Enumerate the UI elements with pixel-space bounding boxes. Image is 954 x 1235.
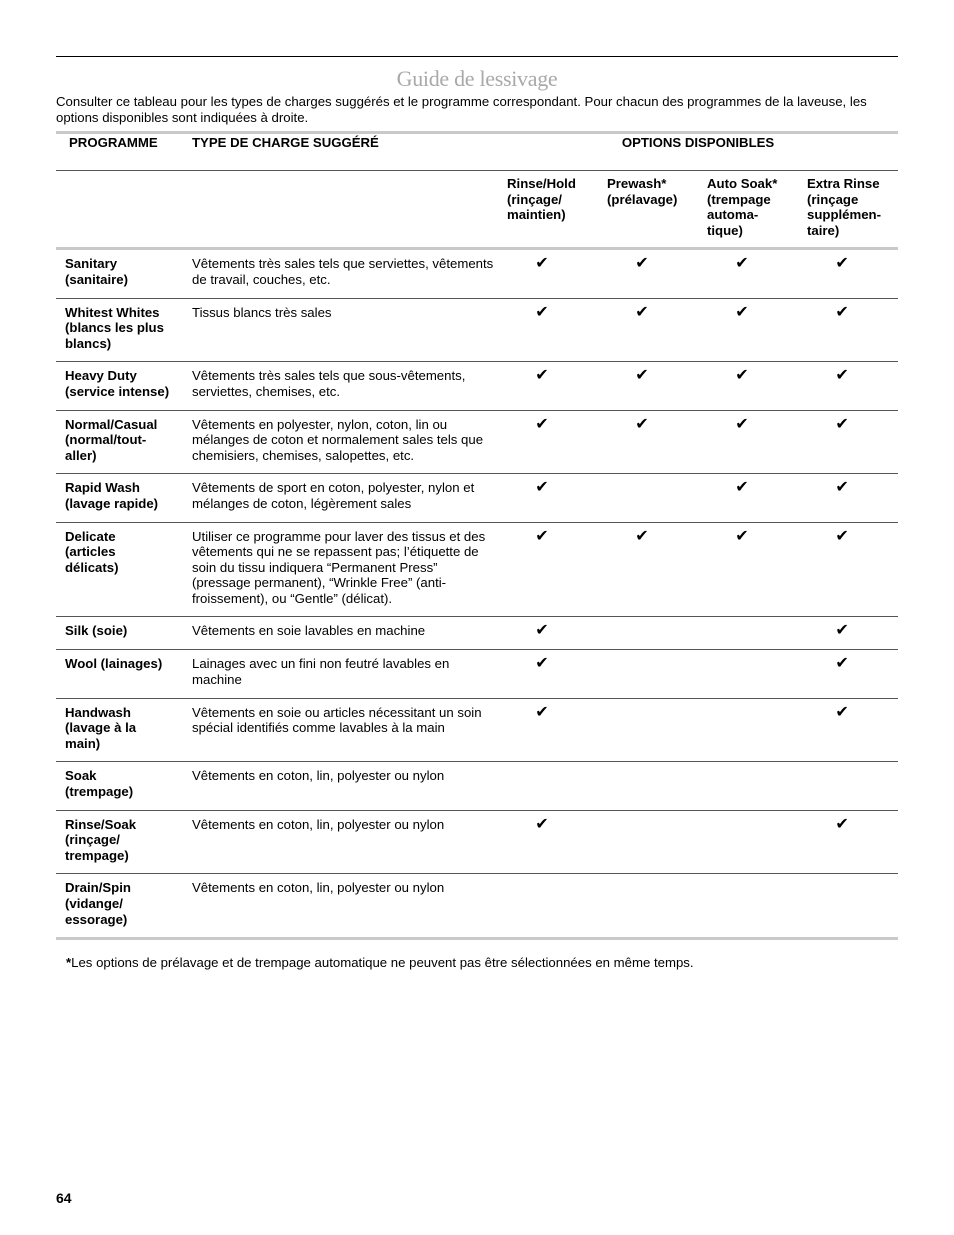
option-cell [698, 410, 798, 474]
checkmark-icon: ✔ [635, 367, 649, 385]
programme-cell [56, 362, 183, 410]
load-type-cell: Vêtements très sales tels que sous-vêtements, serviettes, chemises, etc. [183, 362, 498, 410]
checkmark-icon: ✔ [635, 415, 649, 433]
checkmark-icon: ✔ [835, 655, 849, 673]
option-cell [698, 874, 798, 939]
load-type-cell: Vêtements de sport en coton, polyester, nylon et mélanges de coton, légèrement sales [183, 474, 498, 522]
option-header-line: (trempage [707, 191, 771, 207]
header-options: OPTIONS DISPONIBLES [498, 133, 898, 171]
page-number: 64 [56, 1190, 72, 1206]
programme-cell [56, 410, 183, 474]
option-cell [598, 249, 698, 298]
checkmark-icon: ✔ [535, 655, 549, 673]
option-cell [798, 410, 898, 474]
checkmark-icon: ✔ [835, 303, 849, 321]
checkmark-icon: ✔ [635, 255, 649, 273]
option-cell [598, 362, 698, 410]
option-cell [598, 298, 698, 362]
option-cell [698, 762, 798, 810]
checkmark-icon: ✔ [835, 527, 849, 545]
table-row [56, 698, 898, 762]
header-type-charge: TYPE DE CHARGE SUGGÉRÉ [183, 133, 498, 171]
subheader-spacer [183, 171, 498, 249]
programme-cell [56, 698, 183, 762]
programme-name-line: (service intense) [65, 383, 170, 399]
intro-text: Consulter ce tableau pour les types de charges suggérés et le programme correspondant. Pour chacun des programmes de la laveuse, les options disponibles sont indiquées à droite. [56, 94, 867, 125]
programme-name-line: délicats) [65, 559, 119, 575]
programme-cell [56, 810, 183, 874]
option-cell [698, 617, 798, 650]
programme-cell [56, 762, 183, 810]
option-cell [698, 522, 798, 617]
option-cell [698, 698, 798, 762]
option-cell [498, 762, 598, 810]
option-cell [498, 362, 598, 410]
option-header-line: (rinçage [807, 191, 859, 207]
checkmark-icon: ✔ [735, 303, 749, 321]
option-cell [798, 362, 898, 410]
programme-cell [56, 474, 183, 522]
option-cell [498, 698, 598, 762]
option-cell [698, 362, 798, 410]
checkmark-icon: ✔ [835, 815, 849, 833]
option-cell [798, 522, 898, 617]
programme-name-line: Rinse/Soak [65, 816, 137, 832]
table-row [56, 249, 898, 298]
option-cell [798, 698, 898, 762]
subheader-spacer [56, 171, 183, 249]
option-cell [598, 874, 698, 939]
table-row [56, 650, 898, 698]
footnote-text: Les options de prélavage et de trempage automatique ne peuvent pas être sélectionnées en même temps. [71, 955, 694, 970]
table-row [56, 522, 898, 617]
programme-cell [56, 617, 183, 650]
programme-name-line: Delicate [65, 528, 116, 544]
checkmark-icon: ✔ [835, 255, 849, 273]
option-cell [598, 698, 698, 762]
option-cell [798, 474, 898, 522]
checkmark-icon: ✔ [735, 255, 749, 273]
checkmark-icon: ✔ [835, 367, 849, 385]
option-header-auto-soak [698, 171, 798, 249]
load-type-cell: Lainages avec un fini non feutré lavables en machine [183, 650, 498, 698]
programme-name-line: aller) [65, 447, 97, 463]
option-cell [798, 650, 898, 698]
option-header-extra-rinse [798, 171, 898, 249]
programme-name-line: (rinçage/ [65, 832, 120, 848]
option-cell [498, 874, 598, 939]
option-header-line: Auto Soak* [707, 176, 778, 191]
programme-name-line: Silk (soie) [65, 623, 128, 639]
option-cell [598, 474, 698, 522]
programme-cell [56, 249, 183, 298]
top-rule [56, 56, 898, 57]
option-header-line: Extra Rinse [807, 176, 880, 191]
option-cell [498, 249, 598, 298]
load-type-cell: Utiliser ce programme pour laver des tissus et des vêtements qui ne se repassent pas; l’étiquette de soin du tissu indiquera “Permanent Press” (pressage permanent), “Wrinkle Free” (anti-froissement), ou “Gentle” (délicat). [183, 522, 498, 617]
programme-name-line: (trempage) [65, 784, 134, 800]
programme-name-line: (sanitaire) [65, 271, 129, 287]
programme-name-line: Normal/Casual [65, 416, 158, 432]
options-subheader-row [56, 171, 898, 249]
programme-cell [56, 522, 183, 617]
option-cell [798, 810, 898, 874]
laundry-guide-table [56, 131, 898, 940]
table-header-row [56, 133, 898, 171]
programme-name-line: Sanitary [65, 256, 118, 272]
option-header-line: (rinçage/ [507, 191, 562, 207]
programme-name-line: Soak [65, 768, 97, 784]
option-cell [698, 474, 798, 522]
programme-name-line: blancs) [65, 335, 112, 351]
programme-name-line: Wool (lainages) [65, 656, 163, 672]
table-row [56, 410, 898, 474]
programme-cell [56, 874, 183, 939]
checkmark-icon: ✔ [535, 415, 549, 433]
load-type-cell: Tissus blancs très sales [183, 298, 498, 362]
programme-name-line: (normal/tout- [65, 432, 147, 448]
option-cell [498, 298, 598, 362]
checkmark-icon: ✔ [835, 415, 849, 433]
option-cell [798, 617, 898, 650]
table-row [56, 298, 898, 362]
programme-name-line: Rapid Wash [65, 480, 140, 496]
programme-name-line: main) [65, 735, 101, 751]
option-header-line: maintien) [507, 207, 566, 223]
checkmark-icon: ✔ [735, 415, 749, 433]
option-cell [498, 650, 598, 698]
checkmark-icon: ✔ [535, 703, 549, 721]
table-row [56, 617, 898, 650]
option-header-line: supplémen- [807, 207, 882, 223]
header-programme: PROGRAMME [56, 133, 183, 171]
footnote-mark: * [66, 955, 72, 970]
programme-name-line: Drain/Spin [65, 880, 131, 896]
table-row [56, 762, 898, 810]
option-cell [798, 249, 898, 298]
option-cell [498, 522, 598, 617]
option-cell [798, 762, 898, 810]
option-cell [798, 298, 898, 362]
option-header-line: taire) [807, 222, 840, 238]
checkmark-icon: ✔ [735, 527, 749, 545]
table-row [56, 810, 898, 874]
table-row [56, 874, 898, 939]
programme-name-line: Heavy Duty [65, 368, 137, 384]
option-cell [698, 249, 798, 298]
option-cell [698, 650, 798, 698]
checkmark-icon: ✔ [735, 479, 749, 497]
checkmark-icon: ✔ [535, 255, 549, 273]
load-type-cell: Vêtements en coton, lin, polyester ou nylon [183, 874, 498, 939]
option-header-prewash [598, 171, 698, 249]
option-cell [598, 810, 698, 874]
option-cell [498, 617, 598, 650]
load-type-cell: Vêtements très sales tels que serviettes, vêtements de travail, couches, etc. [183, 249, 498, 298]
option-cell [698, 810, 798, 874]
programme-cell [56, 298, 183, 362]
page-title: Guide de lessivage [396, 66, 558, 91]
load-type-cell: Vêtements en polyester, nylon, coton, lin ou mélanges de coton et normalement sales tels que chemisiers, chemises, salopettes, etc. [183, 410, 498, 474]
checkmark-icon: ✔ [835, 703, 849, 721]
programme-name-line: Whitest Whites [65, 304, 160, 320]
table-row [56, 362, 898, 410]
load-type-cell: Vêtements en coton, lin, polyester ou nylon [183, 810, 498, 874]
programme-name-line: (articles [65, 544, 116, 560]
programme-name-line: essorage) [65, 911, 128, 927]
option-cell [498, 474, 598, 522]
programme-cell [56, 650, 183, 698]
option-cell [598, 762, 698, 810]
checkmark-icon: ✔ [535, 303, 549, 321]
checkmark-icon: ✔ [535, 815, 549, 833]
checkmark-icon: ✔ [635, 303, 649, 321]
checkmark-icon: ✔ [535, 479, 549, 497]
checkmark-icon: ✔ [535, 622, 549, 640]
option-cell [598, 410, 698, 474]
load-type-cell: Vêtements en soie ou articles nécessitant un soin spécial identifiés comme lavables à la main [183, 698, 498, 762]
option-cell [498, 410, 598, 474]
footnote [66, 955, 694, 970]
option-cell [598, 522, 698, 617]
programme-name-line: (lavage à la [65, 720, 137, 736]
programme-name-line: Handwash [65, 704, 131, 720]
checkmark-icon: ✔ [535, 527, 549, 545]
option-cell [698, 298, 798, 362]
option-header-line: Prewash* [607, 176, 667, 191]
programme-name-line: (lavage rapide) [65, 495, 159, 511]
programme-name-line: (blancs les plus [65, 320, 164, 336]
option-cell [598, 617, 698, 650]
load-type-cell: Vêtements en soie lavables en machine [183, 617, 498, 650]
checkmark-icon: ✔ [735, 367, 749, 385]
option-header-rinse-hold [498, 171, 598, 249]
checkmark-icon: ✔ [835, 479, 849, 497]
checkmark-icon: ✔ [535, 367, 549, 385]
programme-name-line: trempage) [65, 847, 129, 863]
option-header-line: tique) [707, 222, 743, 238]
table-row [56, 474, 898, 522]
option-header-line: Rinse/Hold [507, 176, 576, 191]
option-cell [798, 874, 898, 939]
load-type-cell: Vêtements en coton, lin, polyester ou nylon [183, 762, 498, 810]
checkmark-icon: ✔ [635, 527, 649, 545]
option-header-line: automa- [707, 207, 759, 223]
checkmark-icon: ✔ [835, 622, 849, 640]
option-cell [598, 650, 698, 698]
option-cell [498, 810, 598, 874]
option-header-line: (prélavage) [607, 191, 678, 207]
programme-name-line: (vidange/ [65, 896, 123, 911]
